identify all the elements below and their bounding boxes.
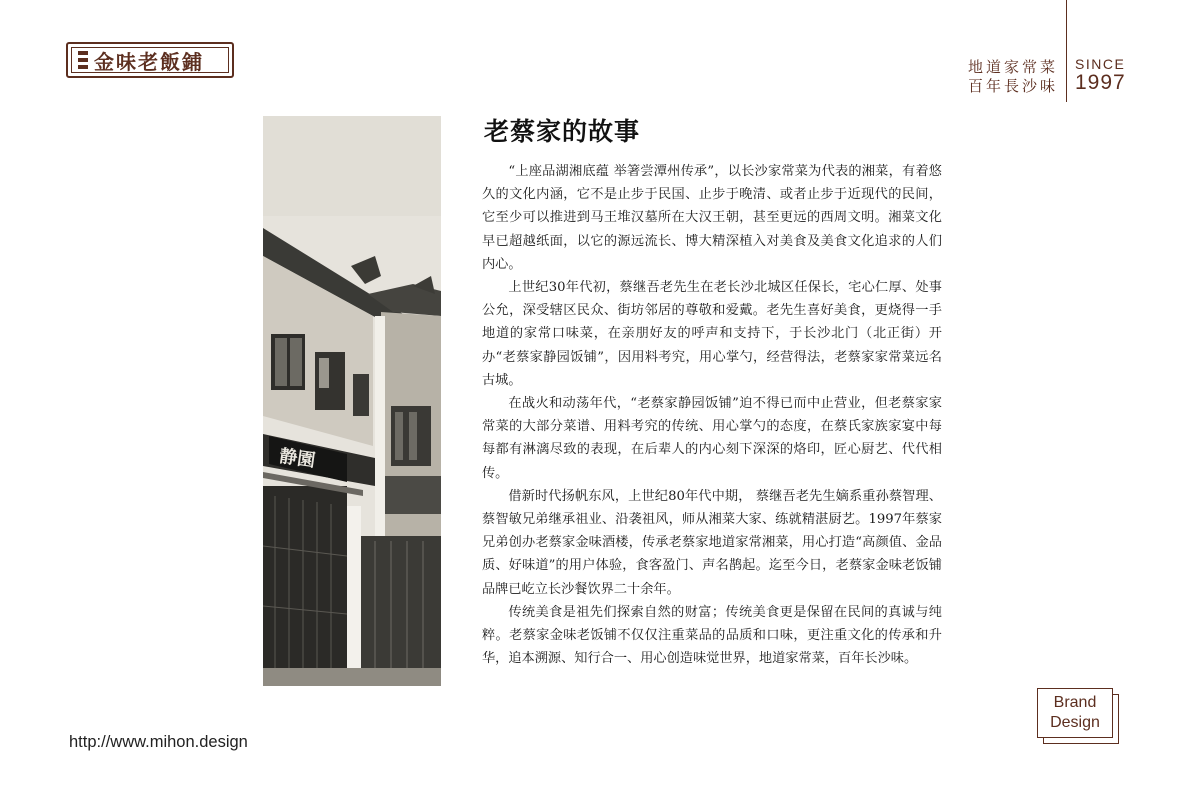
header-divider (1066, 0, 1067, 102)
since-label: SINCE (1075, 56, 1126, 72)
since-year: 1997 (1075, 71, 1126, 94)
storefront-illustration (263, 116, 441, 686)
historic-storefront-photo (263, 116, 441, 686)
signboard-text: 静園 (277, 445, 317, 472)
article-paragraph: 传统美食是祖先们探索自然的财富；传统美食更是保留在民间的真诚与纯粹。老蔡家金味老饭铺不仅仅注重菜品的品质和口味，更注重文化的传承和升华，追本溯源、知行合一、用心创造味觉世界，地道家常菜，百年长沙味。 (482, 604, 942, 667)
brand-badge-line-1: Brand (1053, 694, 1097, 711)
brand-logo (66, 42, 234, 78)
article-title: 老蔡家的故事 (484, 117, 641, 146)
seal-icon (78, 51, 88, 69)
logo-text: 金味老飯鋪 (94, 49, 204, 74)
website-url[interactable]: http://www.mihon.design (69, 733, 248, 751)
slogan (968, 58, 1058, 96)
slogan-line-2: 百年長沙味 (967, 77, 1058, 95)
brand-badge-line-2: Design (1050, 714, 1100, 731)
article-body (482, 160, 942, 670)
article-paragraph: 借新时代扬帆东风，上世纪80年代中期， 蔡继吾老先生嫡系重孙蔡智理、蔡智敏兄弟继承祖业、沿袭祖风，师从湘菜大家、练就精湛厨艺。1997年蔡家兄弟创办老蔡家金味酒楼，传承老蔡家地道家常湘菜，用心打造“高颜值、金品质、好味道”的用户体验，食客盈门、声名鹊起。迄至今日，老蔡家金味老饭铺品牌已屹立长沙餐饮界二十余年。 (482, 488, 942, 597)
brand-design-badge (1037, 688, 1113, 738)
article-paragraph: 上世纪30年代初，蔡继吾老先生在老长沙北城区任保长，宅心仁厚、处事公允，深受辖区民众、街坊邻居的尊敬和爱戴。老先生喜好美食，更烧得一手地道的家常口味菜，在亲朋好友的呼声和支持下，于长沙北门（北正街）开办“老蔡家静园饭铺”，因用料考究，用心掌勺，经营得法，老蔡家家常菜远名古城。 (482, 280, 942, 388)
article-paragraph: 在战火和动荡年代，“老蔡家静园饭铺”迫不得已而中止营业，但老蔡家家常菜的大部分菜谱、用料考究的传统、用心掌勺的态度，在蔡氏家族家宴中每每都有淋漓尽致的表现，在后辈人的内心刻下深深的烙印，匠心厨艺、代代相传。 (482, 396, 942, 481)
slogan-line-1: 地道家常菜 (967, 58, 1058, 76)
since-block (1075, 56, 1126, 94)
article-paragraph: “上座品湖湘底蕴 举箸尝潭州传承”，以长沙家常菜为代表的湘菜，有着悠久的文化内涵，它不是止步于民国、止步于晚清、或者止步于近现代的民间，它至少可以推进到马王堆汉墓所在大汉王朝，甚至更远的西周文明。湘菜文化早已超越纸面，以它的源远流长、博大精深植入对美食及美食文化追求的人们内心。 (482, 164, 942, 272)
